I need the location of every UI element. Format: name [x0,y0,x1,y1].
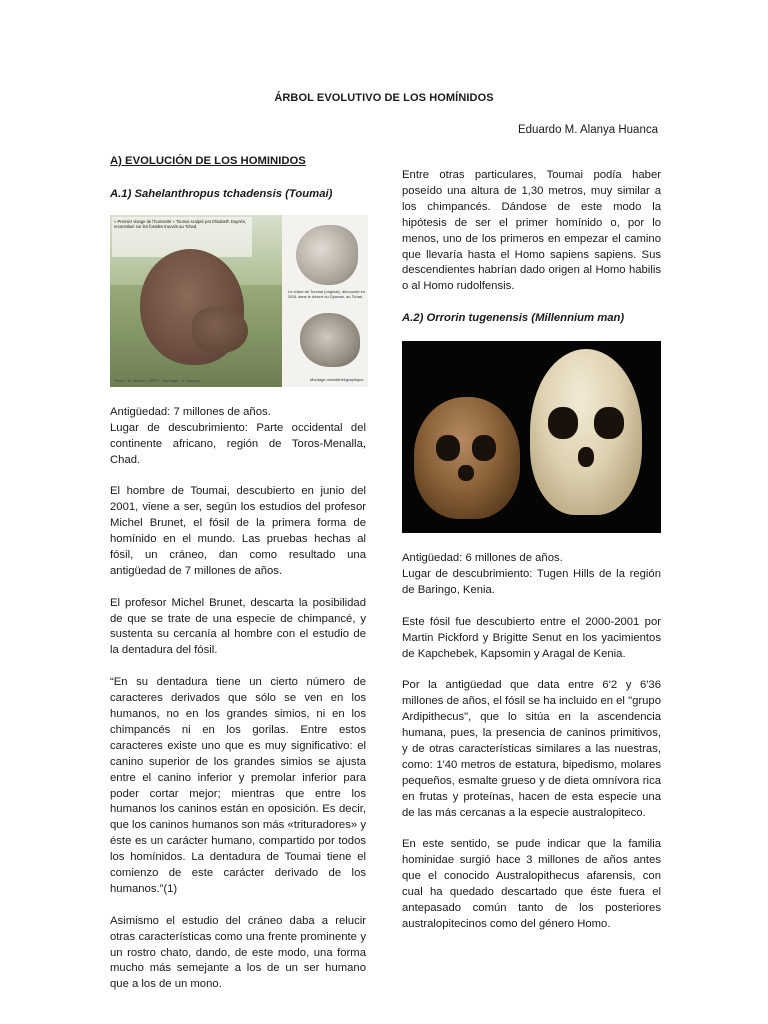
toumai-age: Antigüedad: 7 millones de años. [110,405,271,418]
orrorin-age: Antigüedad: 6 millones de años. [402,552,563,565]
toumai-skull-bottom-image [300,313,360,367]
orrorin-facts [402,551,661,599]
right-column [402,168,661,949]
toumai-skull-top-image [296,225,358,285]
orrorin-subheading: A.2) Orrorin tugenensis (Millennium man) [402,312,625,325]
orrorin-skull-image [414,397,520,519]
toumai-location: Lugar de descubrimiento: Parte occidental del continente africano, región de Toros-Menalla, Chad. [110,421,366,466]
toumai-facts [110,405,366,469]
paragraph: En este sentido, se pude indicar que la familia hominidae surgió hace 3 millones de años antes que el conocido Australopithecus afarensis, con cual ha quedado descartado que éste fuera el antepasado común tanto de los posteriores australopitecinos como del género Homo. [402,838,661,930]
montage-caption: Montage ministériel/graphique [310,376,364,382]
orrorin-skulls-figure [402,341,661,533]
paragraph: Por la antigüedad que data entre 6'2 y 6'36 millones de años, el fósil se ha incluido en el "grupo Ardipithecus", que lo sitúa en la ascendencia humana, pues, la presencia de caninos primitivos, y de otras características similares a las nuestras, como: 1'40 metros de estatura, bipedismo, molares pequeños, esmalte grueso y de dieta omnívora rica en frutas y proteínas, hacen de esta especie una de las más cercanas a la especie australopiteco. [402,679,661,819]
section-heading: A) EVOLUCIÓN DE LOS HOMINIDOS [110,155,306,167]
toumai-subheading: A.1) Sahelanthropus tchadensis (Toumai) [110,187,333,200]
orrorin-location: Lugar de descubrimiento: Tugen Hills de la región de Baringo, Kenia. [402,568,661,596]
toumai-figure [110,215,368,387]
toumai-reconstruction-jaw [192,307,248,353]
paragraph: El hombre de Toumai, descubierto en junio del 2001, viene a ser, según los estudios del profesor Michel Brunet, el fósil de la primera forma de homínido en el mundo. Las pruebas hechas al fósil, un cráneo, dan como resultado una antigüedad de 7 millones de años. [110,485,366,577]
quote-paragraph: “En su dentadura tiene un cierto número de caracteres derivados que sólo se ven en los humanos, no en los grandes simios, ni en los chimpancés ni en los gorilas. Entre estos caracteres existe uno que es muy significativo: el canino superior de los grandes simios se ajusta entre el canino inferior y premolar inferior para poder cortar mejor; mientras que entre los humanos los caninos están en oposición. Es decir, que los caninos humanos son más «trituradores» y éste es un carácter humano, compartido por todos los homínidos. La dentadura de Toumai tiene el comienzo de este carácter derivado de los humanos.”(1) [110,676,366,895]
human-skull-image [530,349,642,515]
paragraph: Asimismo el estudio del cráneo daba a relucir otras características como una frente prominente y un rostro chato, dando, de este modo, una forma mucho más semejante a los de un ser humano que a los de un mono. [110,914,366,991]
paragraph: El profesor Michel Brunet, descarta la posibilidad de que se trate de una especie de chimpancé, y sustenta su cercanía al hombre con el estudio de la dentadura del fósil. [110,596,366,657]
left-column [110,154,366,1009]
author-name: Eduardo M. Alanya Huanca [517,124,658,136]
document-title: ÁRBOL EVOLUTIVO DE LOS HOMÍNIDOS [274,92,494,104]
skull-caption: Le crâne de Toumai (original), découvert en 2001 dans le désert du Djourab, au Tchad [288,288,366,299]
paragraph: Este fósil fue descubierto entre el 2000-2001 por Martin Pickford y Brigitte Senut en los yacimientos de Kapchebek, Kapsomin y Aragal de Kenia. [402,615,661,660]
paragraph: Entre otras particulares, Toumai podía haber poseído una altura de 1,30 metros, muy similar a los chimpancés. Dándose de este modo la hipótesis de ser el primer homínido o, por lo menos, uno de los primeros en empezar el camino que llevaría hasta el Homo sapiens sapiens. Sus descendientes habrían dado origen al Homo habilis o al Homo rudolfensis. [402,169,661,293]
photo-credit: Photo : M. Brunet / MPFT · Montage : E. Daynès [114,377,201,383]
figure-caption-box: « Premier visage de l'humanité » Toumai sculpté par Elisabeth Daynès, reconstitué sur les fossiles trouvés au Tchad. [112,217,252,257]
